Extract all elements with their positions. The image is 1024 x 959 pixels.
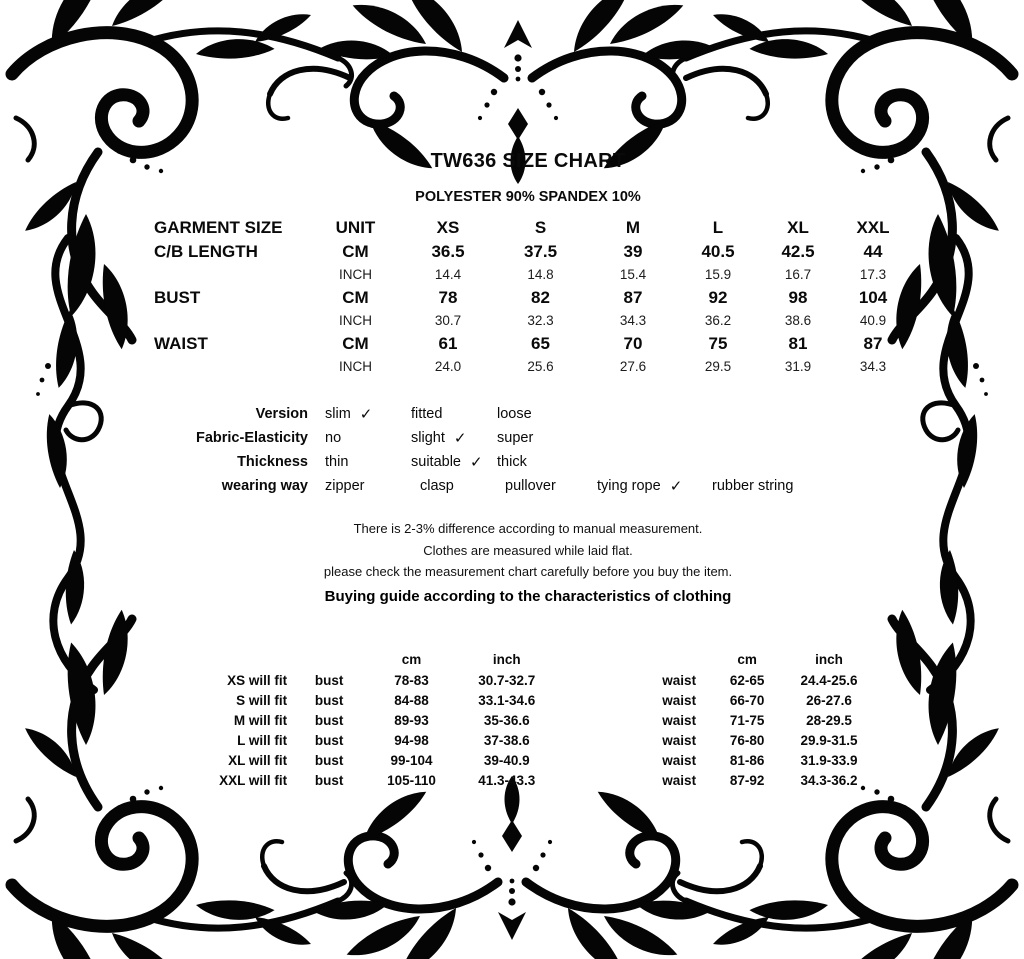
attribute-label: Version bbox=[255, 406, 308, 422]
check-icon: ✓ bbox=[453, 429, 467, 447]
attribute-option: fitted bbox=[411, 406, 443, 422]
attribute-label: Thickness bbox=[237, 454, 308, 470]
fit-cell: bust bbox=[314, 752, 344, 768]
size-cell: 34.3 bbox=[619, 313, 647, 328]
size-cell: CM bbox=[342, 241, 369, 261]
size-cell: 44 bbox=[863, 241, 883, 261]
fit-cell: 76-80 bbox=[729, 732, 765, 748]
fit-header-cell: cm bbox=[401, 651, 422, 667]
size-cell: WAIST bbox=[154, 333, 208, 353]
size-cell: 42.5 bbox=[781, 241, 815, 261]
fit-table-row bbox=[185, 730, 879, 750]
size-cell: 87 bbox=[623, 287, 643, 307]
fit-cell: 41.3-43.3 bbox=[478, 772, 536, 788]
fit-table-row bbox=[185, 690, 879, 710]
fit-cell: M will fit bbox=[233, 712, 288, 728]
fit-cell: 66-70 bbox=[729, 692, 765, 708]
fit-cell: bust bbox=[314, 712, 344, 728]
size-cell: 27.6 bbox=[619, 359, 647, 374]
fit-cell: 33.1-34.6 bbox=[478, 692, 536, 708]
attribute-option: loose bbox=[497, 406, 532, 422]
size-cell: 17.3 bbox=[859, 267, 887, 282]
attribute-option: clasp bbox=[420, 478, 454, 494]
fit-header-cell: inch bbox=[815, 651, 843, 667]
attribute-row-version bbox=[160, 402, 845, 426]
size-cell: 34.3 bbox=[859, 359, 887, 374]
fit-header-cell bbox=[556, 648, 644, 670]
fit-cell: XL will fit bbox=[228, 752, 288, 768]
size-cell: 25.6 bbox=[527, 359, 554, 374]
note-line: There is 2-3% difference according to manual measurement. bbox=[353, 521, 703, 536]
attribute-option: suitable ✓ bbox=[411, 453, 483, 471]
attribute-row-thickness bbox=[160, 450, 845, 474]
fit-cell: L will fit bbox=[237, 732, 288, 748]
size-cell: 65 bbox=[531, 333, 550, 353]
size-table-row bbox=[148, 355, 908, 378]
fit-cell: 89-93 bbox=[394, 712, 429, 728]
fit-cell: S will fit bbox=[236, 692, 288, 708]
page-title: TW636 SIZE CHART bbox=[430, 150, 626, 172]
attribute-option: slight ✓ bbox=[411, 429, 467, 447]
size-table-row bbox=[148, 286, 908, 309]
fit-cell bbox=[556, 710, 644, 730]
fit-cell: 94-98 bbox=[394, 732, 429, 748]
fit-cell: XS will fit bbox=[227, 672, 288, 688]
attribute-option: slim ✓ bbox=[325, 405, 373, 423]
size-table-header-cell: GARMENT SIZE bbox=[154, 218, 283, 237]
garment-attributes bbox=[160, 402, 845, 498]
fit-cell: bust bbox=[314, 772, 344, 788]
size-cell: 81 bbox=[788, 333, 808, 353]
fit-table bbox=[185, 648, 879, 790]
size-cell bbox=[148, 355, 308, 378]
size-table-row bbox=[148, 332, 908, 355]
attribute-option: pullover bbox=[505, 478, 556, 494]
fit-header-cell bbox=[293, 648, 365, 670]
size-cell: 78 bbox=[438, 287, 458, 307]
fit-cell: waist bbox=[662, 692, 697, 708]
size-cell: 24.0 bbox=[434, 359, 462, 374]
fit-cell bbox=[556, 750, 644, 770]
attribute-option: super bbox=[497, 430, 534, 446]
attribute-label: wearing way bbox=[221, 478, 308, 494]
size-cell: 104 bbox=[858, 287, 888, 307]
fit-cell: 71-75 bbox=[729, 712, 765, 728]
size-cell: 15.4 bbox=[619, 267, 647, 282]
size-table-header-cell: UNIT bbox=[335, 218, 376, 237]
size-cell: 39 bbox=[623, 241, 643, 261]
fit-table-row bbox=[185, 750, 879, 770]
size-cell: INCH bbox=[339, 313, 372, 328]
note-line: please check the measurement chart carefully before you buy the item. bbox=[323, 564, 733, 579]
size-cell: 37.5 bbox=[523, 241, 558, 261]
fit-cell: 105-110 bbox=[387, 772, 436, 788]
size-cell: 82 bbox=[531, 287, 550, 307]
size-cell: 30.7 bbox=[434, 313, 462, 328]
fit-cell: 37-38.6 bbox=[483, 732, 530, 748]
size-cell bbox=[148, 263, 308, 286]
attribute-option: rubber string bbox=[712, 478, 794, 494]
fit-table-row bbox=[185, 710, 879, 730]
size-table bbox=[148, 216, 908, 378]
fit-cell: 28-29.5 bbox=[806, 712, 852, 728]
fit-cell: waist bbox=[662, 772, 697, 788]
fit-cell bbox=[556, 730, 644, 750]
note-line: Clothes are measured while laid flat. bbox=[423, 542, 633, 558]
size-cell: BUST bbox=[154, 287, 201, 307]
attribute-label: Fabric-Elasticity bbox=[195, 430, 308, 446]
fit-cell: 87-92 bbox=[729, 772, 765, 788]
fit-cell: 24.4-25.6 bbox=[800, 672, 858, 688]
size-cell: 16.7 bbox=[784, 267, 812, 282]
attribute-row-wearing-way bbox=[160, 474, 845, 498]
fit-cell: waist bbox=[662, 672, 697, 688]
attribute-option: zipper bbox=[325, 478, 365, 494]
size-cell: 70 bbox=[623, 333, 643, 353]
size-cell: CM bbox=[342, 287, 369, 307]
fit-cell bbox=[556, 670, 644, 690]
size-table-header-cell: M bbox=[625, 218, 641, 237]
fit-cell: 26-27.6 bbox=[806, 692, 852, 708]
size-table-row bbox=[148, 263, 908, 286]
size-table-header-cell: S bbox=[534, 218, 547, 237]
size-table-header-cell: XL bbox=[787, 218, 809, 237]
fit-cell: 39-40.9 bbox=[483, 752, 530, 768]
size-cell: INCH bbox=[339, 267, 372, 282]
size-cell: INCH bbox=[339, 359, 372, 374]
fit-cell: 78-83 bbox=[394, 672, 429, 688]
size-cell: 14.4 bbox=[434, 267, 462, 282]
fit-cell: waist bbox=[662, 752, 697, 768]
fit-cell bbox=[556, 770, 644, 790]
fit-cell: 84-88 bbox=[394, 692, 429, 708]
size-cell: 36.2 bbox=[704, 313, 732, 328]
fit-header-cell: cm bbox=[737, 651, 757, 667]
fit-cell: waist bbox=[662, 712, 697, 728]
measurement-notes bbox=[132, 518, 924, 607]
size-cell: 75 bbox=[708, 333, 728, 353]
size-cell: 32.3 bbox=[527, 313, 554, 328]
size-table-header-row bbox=[148, 216, 908, 240]
fit-cell: 30.7-32.7 bbox=[478, 672, 536, 688]
fit-cell: bust bbox=[314, 692, 344, 708]
fit-header-cell bbox=[643, 648, 715, 670]
fabric-composition: POLYESTER 90% SPANDEX 10% bbox=[415, 189, 641, 205]
size-cell: 14.8 bbox=[527, 267, 554, 282]
fit-header-cell bbox=[185, 648, 293, 670]
size-cell: 15.9 bbox=[704, 267, 732, 282]
attribute-row-elasticity bbox=[160, 426, 845, 450]
fit-cell: 81-86 bbox=[729, 752, 765, 768]
fit-cell: 29.9-31.5 bbox=[800, 732, 858, 748]
size-cell: 38.6 bbox=[784, 313, 812, 328]
fit-cell: bust bbox=[314, 732, 344, 748]
attribute-option: thick bbox=[497, 454, 527, 470]
check-icon: ✓ bbox=[669, 477, 683, 495]
fit-cell: 35-36.6 bbox=[483, 712, 530, 728]
size-cell: 36.5 bbox=[431, 241, 465, 261]
size-table-header-cell: XXL bbox=[856, 218, 890, 237]
fit-table-header-row bbox=[185, 648, 879, 670]
buying-guide-title: Buying guide according to the characteristics of clothing bbox=[324, 587, 732, 605]
size-table-header-cell: XS bbox=[436, 218, 460, 237]
fit-table-row bbox=[185, 670, 879, 690]
size-cell: 40.9 bbox=[859, 313, 887, 328]
fit-cell: bust bbox=[314, 672, 344, 688]
fit-cell: 34.3-36.2 bbox=[800, 772, 858, 788]
size-cell: 61 bbox=[438, 333, 458, 353]
size-cell: CM bbox=[342, 333, 369, 353]
check-icon: ✓ bbox=[469, 453, 483, 471]
attribute-option: tying rope ✓ bbox=[597, 477, 683, 495]
size-table-row bbox=[148, 240, 908, 263]
fit-table-row bbox=[185, 770, 879, 790]
size-cell: 40.5 bbox=[701, 241, 735, 261]
fit-cell: 62-65 bbox=[729, 672, 765, 688]
attribute-option: thin bbox=[325, 454, 349, 470]
size-cell bbox=[148, 309, 308, 332]
size-cell: 31.9 bbox=[784, 359, 812, 374]
size-cell: 98 bbox=[788, 287, 808, 307]
fit-cell: waist bbox=[662, 732, 697, 748]
fit-cell bbox=[556, 690, 644, 710]
fit-cell: 31.9-33.9 bbox=[800, 752, 858, 768]
size-cell: 29.5 bbox=[704, 359, 732, 374]
size-cell: C/B LENGTH bbox=[154, 241, 258, 261]
size-cell: 87 bbox=[863, 333, 883, 353]
attribute-option: no bbox=[325, 430, 342, 446]
check-icon: ✓ bbox=[359, 405, 373, 423]
size-cell: 92 bbox=[708, 287, 728, 307]
size-table-header-cell: L bbox=[712, 218, 724, 237]
fit-cell: XXL will fit bbox=[219, 772, 288, 788]
size-table-row bbox=[148, 309, 908, 332]
fit-header-cell: inch bbox=[492, 651, 521, 667]
fit-cell: 99-104 bbox=[390, 752, 433, 768]
